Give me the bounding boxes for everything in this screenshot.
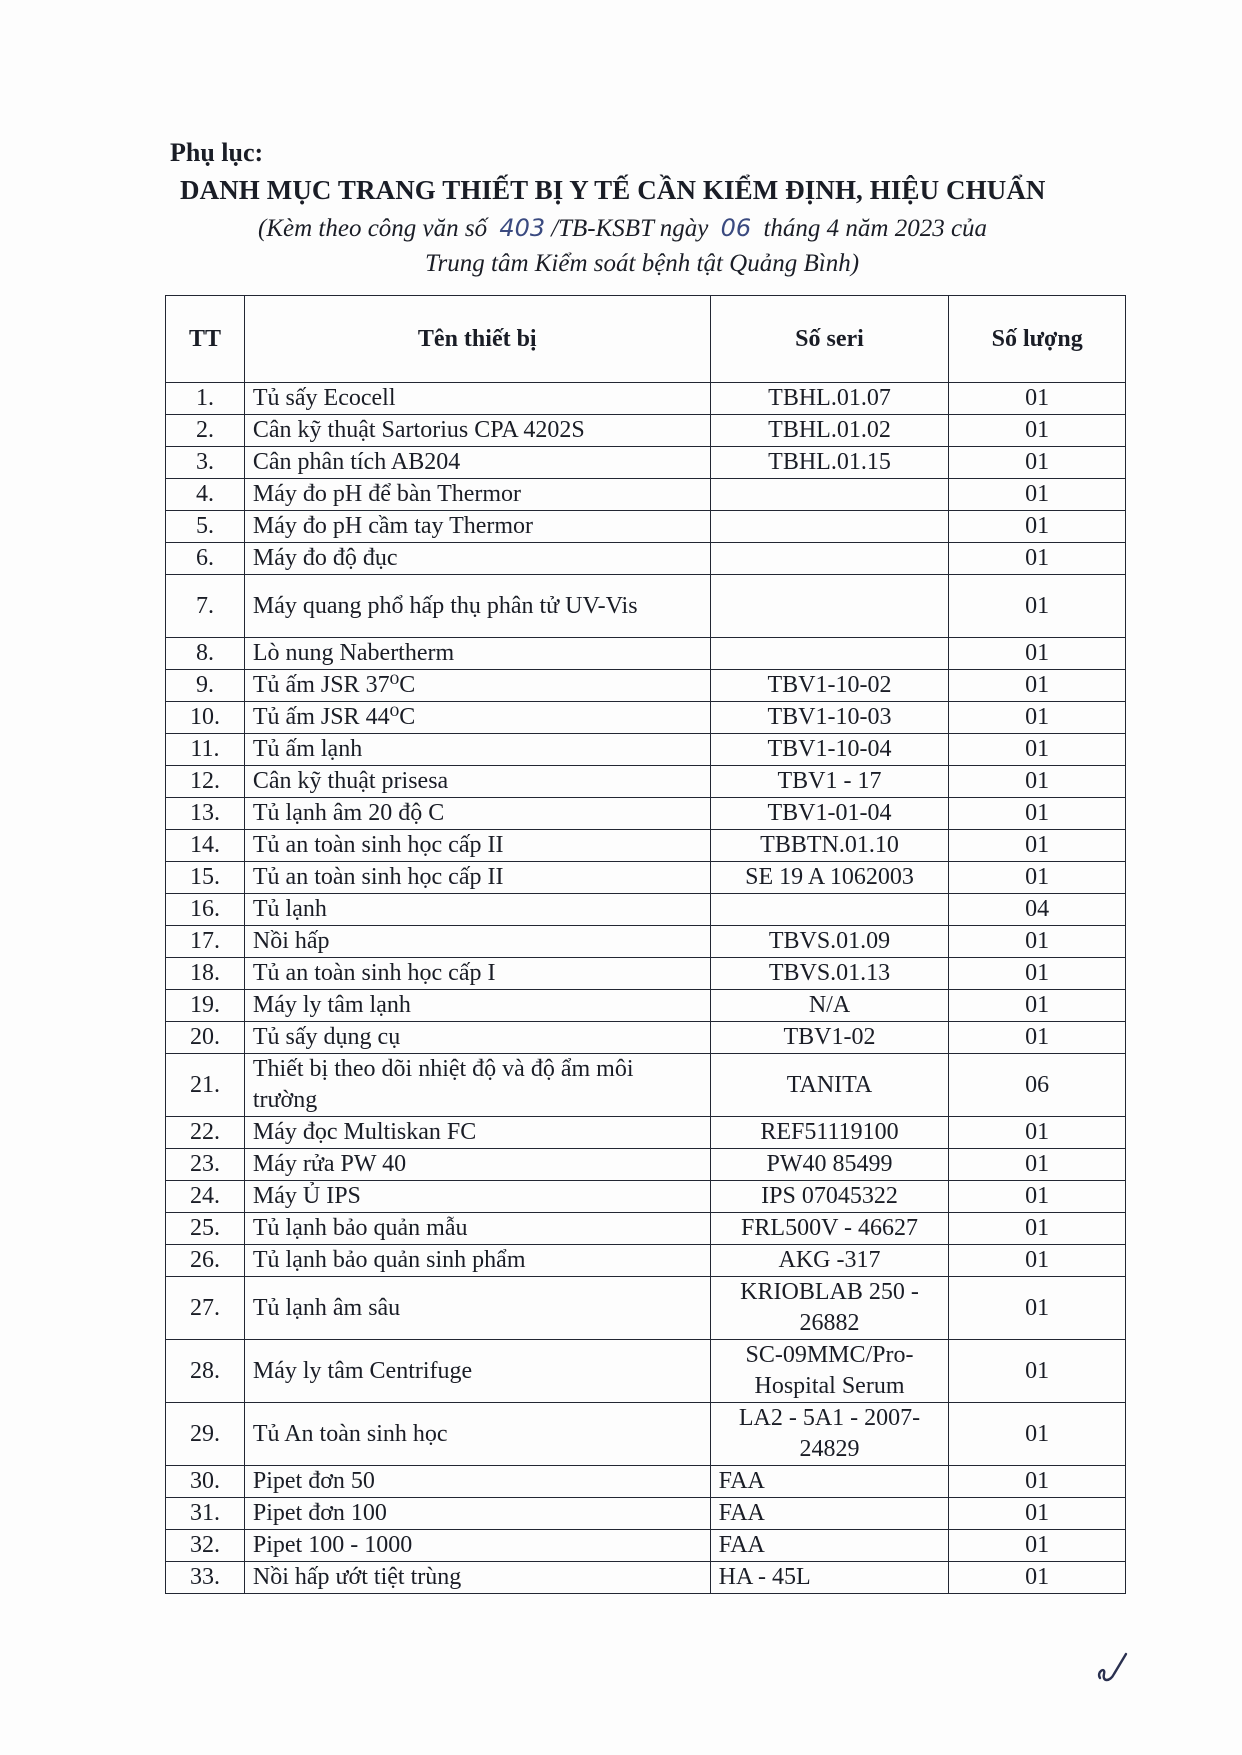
row-number: 19. [166, 990, 245, 1022]
equipment-name: Tủ ấm lạnh [244, 734, 710, 766]
serial-number: TBHL.01.02 [710, 415, 949, 447]
equipment-name: Nồi hấp [244, 926, 710, 958]
quantity: 04 [949, 894, 1126, 926]
row-number: 16. [166, 894, 245, 926]
equipment-name: Cân phân tích AB204 [244, 447, 710, 479]
handwritten-document-number: 403 [499, 214, 546, 242]
quantity: 01 [949, 1117, 1126, 1149]
document-subtitle-line2: Trung tâm Kiểm soát bệnh tật Quảng Bình) [425, 250, 860, 277]
table-row [166, 798, 1126, 830]
table-row [166, 1466, 1126, 1498]
equipment-name: Tủ ấm JSR 37⁰C [244, 670, 710, 702]
row-number: 33. [166, 1562, 245, 1594]
row-number: 20. [166, 1022, 245, 1054]
table-row [166, 1277, 1126, 1340]
quantity: 01 [949, 670, 1126, 702]
quantity: 01 [949, 1213, 1126, 1245]
serial-number: PW40 85499 [710, 1149, 949, 1181]
row-number: 14. [166, 830, 245, 862]
table-row [166, 734, 1126, 766]
quantity: 01 [949, 862, 1126, 894]
table-row [166, 415, 1126, 447]
equipment-name: Máy đo pH để bàn Thermor [244, 479, 710, 511]
equipment-table [165, 295, 1126, 1594]
serial-number: TBV1-10-04 [710, 734, 949, 766]
equipment-name: Pipet đơn 50 [244, 1466, 710, 1498]
quantity: 01 [949, 1277, 1126, 1340]
column-header-quantity: Số lượng [949, 296, 1126, 383]
quantity: 01 [949, 383, 1126, 415]
equipment-name: Tủ lạnh âm sâu [244, 1277, 710, 1340]
equipment-name: Tủ sấy dụng cụ [244, 1022, 710, 1054]
equipment-name: Tủ lạnh bảo quản sinh phẩm [244, 1245, 710, 1277]
equipment-name: Máy Ủ IPS [244, 1181, 710, 1213]
row-number: 25. [166, 1213, 245, 1245]
quantity: 01 [949, 766, 1126, 798]
quantity: 01 [949, 1466, 1126, 1498]
table-row [166, 1340, 1126, 1403]
equipment-name: Cân kỹ thuật prisesa [244, 766, 710, 798]
serial-number: TBBTN.01.10 [710, 830, 949, 862]
serial-number: REF51119100 [710, 1117, 949, 1149]
row-number: 1. [166, 383, 245, 415]
table-body [166, 383, 1126, 1594]
quantity: 01 [949, 926, 1126, 958]
handwritten-day: 06 [720, 214, 752, 242]
equipment-name: Cân kỹ thuật Sartorius CPA 4202S [244, 415, 710, 447]
document-title: DANH MỤC TRANG THIẾT BỊ Y TẾ CẦN KIỂM ĐỊNH, HIỆU CHUẨN [180, 175, 1046, 205]
table-row [166, 670, 1126, 702]
equipment-name: Pipet 100 - 1000 [244, 1530, 710, 1562]
row-number: 17. [166, 926, 245, 958]
serial-number: SE 19 A 1062003 [710, 862, 949, 894]
row-number: 8. [166, 638, 245, 670]
quantity: 01 [949, 734, 1126, 766]
table-row [166, 830, 1126, 862]
quantity: 01 [949, 415, 1126, 447]
equipment-name: Tủ an toàn sinh học cấp II [244, 862, 710, 894]
row-number: 6. [166, 543, 245, 575]
table-row [166, 1213, 1126, 1245]
row-number: 27. [166, 1277, 245, 1340]
row-number: 23. [166, 1149, 245, 1181]
quantity: 01 [949, 1340, 1126, 1403]
serial-number: TBV1 - 17 [710, 766, 949, 798]
equipment-name: Tủ an toàn sinh học cấp II [244, 830, 710, 862]
quantity: 01 [949, 1022, 1126, 1054]
quantity: 01 [949, 1149, 1126, 1181]
serial-number: N/A [710, 990, 949, 1022]
equipment-name: Tủ An toàn sinh học [244, 1403, 710, 1466]
subtitle-suffix: tháng 4 năm 2023 của [763, 215, 988, 242]
row-number: 24. [166, 1181, 245, 1213]
table-row [166, 702, 1126, 734]
table-row [166, 479, 1126, 511]
equipment-name: Lò nung Nabertherm [244, 638, 710, 670]
column-header-serial: Số seri [710, 296, 949, 383]
serial-number: FAA [710, 1466, 949, 1498]
row-number: 22. [166, 1117, 245, 1149]
table-row [166, 1562, 1126, 1594]
row-number: 15. [166, 862, 245, 894]
quantity: 01 [949, 543, 1126, 575]
table-row [166, 894, 1126, 926]
table-row [166, 926, 1126, 958]
equipment-name: Máy đo độ đục [244, 543, 710, 575]
quantity: 01 [949, 575, 1126, 638]
table-row [166, 1117, 1126, 1149]
serial-number: FRL500V - 46627 [710, 1213, 949, 1245]
serial-number: HA - 45L [710, 1562, 949, 1594]
table-row [166, 1054, 1126, 1117]
equipment-name: Máy đọc Multiskan FC [244, 1117, 710, 1149]
table-row [166, 511, 1126, 543]
row-number: 31. [166, 1498, 245, 1530]
row-number: 4. [166, 479, 245, 511]
table-row [166, 958, 1126, 990]
quantity: 01 [949, 1245, 1126, 1277]
table-row [166, 766, 1126, 798]
equipment-name: Tủ sấy Ecocell [244, 383, 710, 415]
serial-number: TBHL.01.15 [710, 447, 949, 479]
equipment-name: Máy rửa PW 40 [244, 1149, 710, 1181]
serial-number [710, 511, 949, 543]
row-number: 26. [166, 1245, 245, 1277]
table-row [166, 1530, 1126, 1562]
quantity: 06 [949, 1054, 1126, 1117]
table-row [166, 575, 1126, 638]
row-number: 18. [166, 958, 245, 990]
serial-number [710, 638, 949, 670]
serial-number: FAA [710, 1530, 949, 1562]
table-row [166, 990, 1126, 1022]
serial-number: SC-09MMC/Pro-Hospital Serum [710, 1340, 949, 1403]
equipment-name: Máy ly tâm lạnh [244, 990, 710, 1022]
subtitle-prefix: (Kèm theo công văn số [258, 215, 488, 242]
row-number: 28. [166, 1340, 245, 1403]
serial-number: TBVS.01.09 [710, 926, 949, 958]
row-number: 29. [166, 1403, 245, 1466]
table-row [166, 447, 1126, 479]
row-number: 3. [166, 447, 245, 479]
equipment-name: Tủ ấm JSR 44⁰C [244, 702, 710, 734]
subtitle-mid: /TB-KSBT ngày [551, 215, 709, 242]
row-number: 7. [166, 575, 245, 638]
quantity: 01 [949, 638, 1126, 670]
table-row [166, 1181, 1126, 1213]
serial-number: TBV1-02 [710, 1022, 949, 1054]
quantity: 01 [949, 990, 1126, 1022]
appendix-label: Phụ lục: [170, 138, 264, 167]
row-number: 13. [166, 798, 245, 830]
quantity: 01 [949, 511, 1126, 543]
serial-number: TBV1-10-02 [710, 670, 949, 702]
quantity: 01 [949, 447, 1126, 479]
serial-number [710, 543, 949, 575]
table-row [166, 543, 1126, 575]
quantity: 01 [949, 1530, 1126, 1562]
row-number: 9. [166, 670, 245, 702]
serial-number: FAA [710, 1498, 949, 1530]
table-row [166, 1403, 1126, 1466]
row-number: 5. [166, 511, 245, 543]
row-number: 30. [166, 1466, 245, 1498]
serial-number [710, 575, 949, 638]
row-number: 32. [166, 1530, 245, 1562]
serial-number: TBHL.01.07 [710, 383, 949, 415]
table-row [166, 862, 1126, 894]
quantity: 01 [949, 479, 1126, 511]
serial-number: IPS 07045322 [710, 1181, 949, 1213]
equipment-name: Tủ lạnh bảo quản mẫu [244, 1213, 710, 1245]
equipment-name: Thiết bị theo dõi nhiệt độ và độ ẩm môi trường [244, 1054, 710, 1117]
table-row [166, 1022, 1126, 1054]
table-row [166, 638, 1126, 670]
quantity: 01 [949, 702, 1126, 734]
serial-number: AKG -317 [710, 1245, 949, 1277]
row-number: 2. [166, 415, 245, 447]
serial-number: LA2 - 5A1 - 2007-24829 [710, 1403, 949, 1466]
serial-number: TBV1-01-04 [710, 798, 949, 830]
column-header-name: Tên thiết bị [244, 296, 710, 383]
column-header-tt: TT [166, 296, 245, 383]
serial-number [710, 894, 949, 926]
quantity: 01 [949, 1181, 1126, 1213]
equipment-name: Tủ an toàn sinh học cấp I [244, 958, 710, 990]
row-number: 21. [166, 1054, 245, 1117]
quantity: 01 [949, 1498, 1126, 1530]
equipment-name: Tủ lạnh [244, 894, 710, 926]
quantity: 01 [949, 830, 1126, 862]
table-row [166, 383, 1126, 415]
table-header-row [166, 296, 1126, 383]
serial-number: TBV1-10-03 [710, 702, 949, 734]
quantity: 01 [949, 1403, 1126, 1466]
handwritten-initial-icon [1092, 1648, 1132, 1688]
quantity: 01 [949, 958, 1126, 990]
table-row [166, 1498, 1126, 1530]
quantity: 01 [949, 1562, 1126, 1594]
row-number: 11. [166, 734, 245, 766]
document-subtitle [258, 214, 987, 243]
table-row [166, 1245, 1126, 1277]
row-number: 10. [166, 702, 245, 734]
equipment-name: Máy quang phổ hấp thụ phân tử UV-Vis [244, 575, 710, 638]
serial-number: TBVS.01.13 [710, 958, 949, 990]
table-row [166, 1149, 1126, 1181]
equipment-name: Nồi hấp ướt tiệt trùng [244, 1562, 710, 1594]
quantity: 01 [949, 798, 1126, 830]
serial-number [710, 479, 949, 511]
equipment-name: Pipet đơn 100 [244, 1498, 710, 1530]
row-number: 12. [166, 766, 245, 798]
equipment-name: Máy đo pH cầm tay Thermor [244, 511, 710, 543]
equipment-name: Tủ lạnh âm 20 độ C [244, 798, 710, 830]
serial-number: KRIOBLAB 250 - 26882 [710, 1277, 949, 1340]
serial-number: TANITA [710, 1054, 949, 1117]
equipment-name: Máy ly tâm Centrifuge [244, 1340, 710, 1403]
